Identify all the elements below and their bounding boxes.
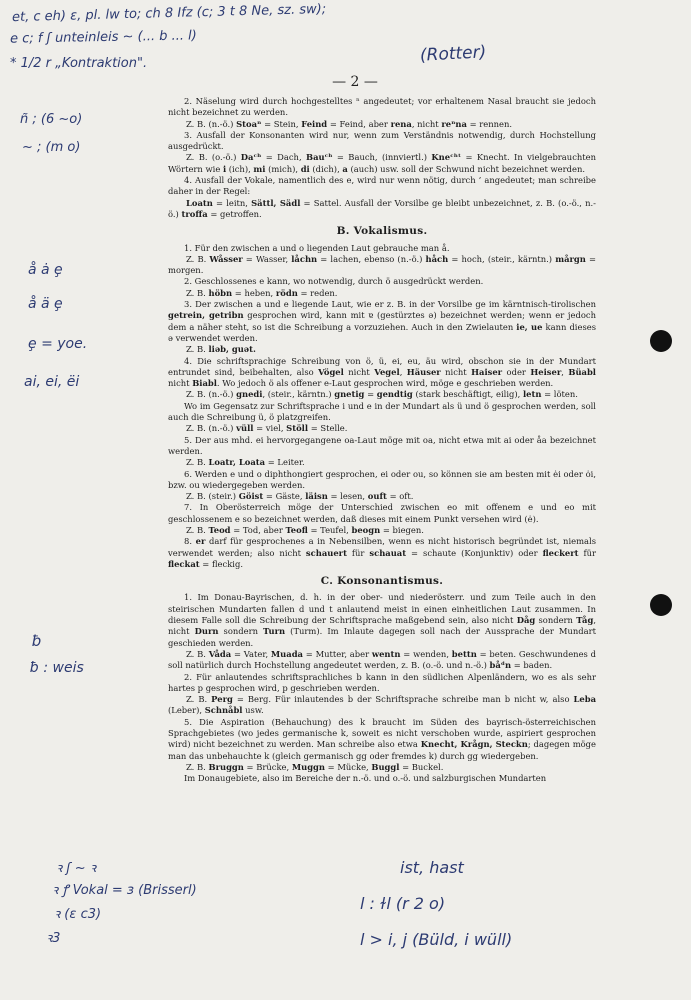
handwritten-margin-a2: å ä ȩ [28, 296, 63, 312]
handwritten-margin-weis: ƀ : weis [30, 660, 84, 676]
handwritten-margin-n2: ~ ; (m o) [22, 140, 81, 155]
handwritten-margin-a1: å ȧ ȩ [28, 262, 63, 278]
example-paragraph: Loatn = leitn, Sättl, Sädl = Sattel. Ausfall der Vorsilbe ge bleibt unbezeichnet, z. B. (o.-ö., n.-ö.) troffa = getroffen. [168, 197, 596, 219]
example-paragraph: Z. B. (n.-ö.) Stoaⁿ = Stein, Feind = Feind, aber rena, nicht reⁿna = rennen. [186, 118, 513, 129]
handwritten-bottom-left-3: ꝛ (ɛ c3) [54, 907, 102, 922]
rule-paragraph: 3. Ausfall der Konsonanten wird nur, wenn zum Verständnis notwendig, durch Hochstellung ausgedrückt. [168, 129, 596, 152]
handwritten-note-top-1: et, c eh) ε, pl. lw to; ch 8 Ifz (c; 3 t 8 Ne, sz. sw); [11, 1, 327, 26]
handwritten-bottom-left-1: ꝛ ʃ ~ ꝛ [56, 861, 96, 876]
handwritten-margin-n: ñ ; (6 ~o) [20, 112, 83, 127]
rule-paragraph: 2. Geschlossenes e kann, wo notwendig, durch ö ausgedrückt werden. [184, 276, 484, 287]
punch-hole-bottom [650, 594, 672, 616]
example-paragraph: Z. B. Teod = Tod, aber Teofl = Teufel, beogn = biegen. [186, 524, 424, 535]
handwritten-margin-b: ƀ [32, 632, 42, 650]
example-paragraph: Z. B. (steir.) Göist = Gäste, läisn = lesen, ouft = oft. [186, 491, 414, 502]
example-paragraph: Z. B. höbn = heben, rödn = reden. [186, 287, 338, 298]
rule-paragraph: 2. Näselung wird durch hochgestelltes ⁿ angedeutet; vor erhaltenem Nasal braucht sie jedoch nicht bezeichnet zu werden. [168, 96, 596, 118]
example-paragraph: Z. B. Wåsser = Wasser, låchn = lachen, ebenso (n.-ö.) håch = hoch, (steir., kärntn.) mårgn = morgen. [168, 253, 596, 276]
section-heading: B. Vokalismus. [336, 225, 428, 238]
handwritten-bottom-left-4: ꝛ3 [46, 931, 61, 946]
rule-paragraph: 1. Für den zwischen a und o liegenden Laut gebrauche man å. [184, 242, 450, 253]
handwritten-note-top-3: * 1/2 r „Kontraktion". [10, 56, 148, 71]
handwritten-note-top-2: e c; f ʃ unteinleis ~ (... b ... l) [9, 28, 197, 47]
rule-paragraph: 7. In Oberösterreich möge der Unterschied zwischen eo mit offenem e und eo mit geschlossenem e so bezeichnet werden, daß dieses mit einem Punkt versehen wird (ė). [168, 502, 596, 524]
handwritten-margin-e: ȩ = yoe. [28, 336, 88, 352]
example-paragraph: Z. B. Våda = Vater, Muada = Mutter, aber wentn = wenden, bettn = beten. Geschwundenes d soll natürlich durch Hochstellung angedeutet werden, z. B. (o.-ö. und n.-ö.) båᵈn = baden. [168, 648, 596, 671]
rule-paragraph: Wo im Gegensatz zur Schriftsprache i und e in der Mundart als ü und ö gesprochen werden, soll auch die Schreibung ü, ö platzgreifen. [168, 400, 596, 423]
example-paragraph: Z. B. (n.-ö.) gnedi, (steir., kärntn.) gnetig = gendtig (stark beschäftigt, eilig), letn = löten. [186, 389, 578, 400]
handwritten-bottom-right-1: ist, hast [400, 858, 464, 877]
handwritten-margin-ai: ai, ei, ëi [24, 374, 80, 390]
handwritten-bottom-left-2: ꝛ ꝭ Vokal = ɜ (Brisserl) [52, 883, 197, 898]
rule-paragraph: Im Donaugebiete, also im Bereiche der n.-ö. und o.-ö. und salzburgischen Mundarten [184, 773, 547, 784]
handwritten-bottom-right-2: l : ɫl (r 2 o) [360, 894, 446, 913]
printed-text-body [168, 96, 596, 785]
page-number: — 2 — [332, 74, 378, 90]
rule-paragraph: 4. Ausfall der Vokale, namentlich des e, wird nur wenn nötig, durch ’ angedeutet; man schreibe daher in der Regel: [168, 175, 596, 197]
rule-paragraph: 4. Die schriftsprachige Schreibung von ö, ü, ei, eu, äu wird, obschon sie in der Mundart entrundet sind, beibehalten, also Vögel nicht Vegel, Häuser nicht Haiser oder Heiser, Büabl nicht Biabl. Wo jedoch ö als offener e-Laut gesprochen wird, möge e geschrieben werden. [168, 355, 596, 389]
section-heading: C. Konsonantismus. [320, 575, 444, 588]
rule-paragraph: 2. Für anlautendes schriftsprachliches b kann in den südlichen Alpenländern, wo es als sehr hartes p gesprochen wird, p geschrieben werden. [168, 671, 596, 693]
punch-hole-top [650, 330, 672, 352]
example-paragraph: Z. B. Bruggn = Brücke, Muggn = Mücke, Buggl = Buckel. [186, 761, 444, 772]
rule-paragraph: 6. Werden e und o diphthongiert gesprochen, ei oder ou, so können sie am besten mit ėi oder ȯi, bzw. ou wiedergegeben werden. [168, 468, 596, 490]
example-paragraph: Z. B. Perg = Berg. Für inlautendes b der Schriftsprache schreibe man b nicht w, also Leba (Leber), Schnåbl usw. [168, 694, 596, 716]
rule-paragraph: 5. Die Aspiration (Behauchung) des k braucht im Süden des bayrisch-österreichischen Sprachgebietes (wo jedes germanische k, soweit es nicht verschoben wurde, aspiriert gesprochen wird) nicht bezeichnet zu werden. Man schreibe also etwa Knecht, Krågn, Steckn; dagegen möge man das unbehauchte k (gleich germanisch gg oder fremdes k) durch gg wiedergeben. [168, 716, 596, 761]
handwritten-bottom-right-3: l > i, j (Büld, i wüll) [360, 930, 513, 949]
example-paragraph: Z. B. (o.-ö.) Daᶜʰ = Dach, Bauᶜʰ = Bauch, (innviertl.) Kneᶜʰᵗ = Knecht. In vielgebrauchten Wörtern wie i (ich), mi (mich), di (dich), a (auch) usw. soll der Schwund nicht bezeichnet werden. [168, 152, 596, 174]
example-paragraph: Z. B. (n.-ö.) vüll = viel, Stöll = Stelle. [186, 423, 348, 434]
rule-paragraph: 8. er darf für gesprochenes a in Nebensilben, wenn es nicht historisch begründet ist, niemals verwendet werden; also nicht schauert für schauat = schaute (Konjunktiv) oder fleckert für fleckat = fleckig. [168, 536, 596, 569]
example-paragraph: Z. B. liəb, guət. [186, 344, 256, 355]
rule-paragraph: 5. Der aus mhd. ei hervorgegangene oa-Laut möge mit oa, nicht etwa mit ai oder åa bezeichnet werden. [168, 434, 596, 456]
rule-paragraph: 3. Der zwischen a und e liegende Laut, wie er z. B. in der Vorsilbe ge im kärntnisch-tirolischen getrein, getribn gesprochen wird, kann mit ɐ (gestürztes ə) bezeichnet werden; wenn er jedoch dem a näher steht, so ist die Schreibung a vorzuziehen. Auch in den Zwielauten ie, ue kann dieses ə verwendet werden. [168, 299, 596, 343]
example-paragraph: Z. B. Loatr, Loata = Leiter. [186, 457, 305, 468]
handwritten-note-rotter: (Rotter) [419, 42, 487, 66]
rule-paragraph: 1. Im Donau-Bayrischen, d. h. in der ober- und niederösterr. und zum Teile auch in den steirischen Mundarten fallen d und t anlautend meist in einen einheitlichen Laut zusammen. In diesem Falle soll die Schreibung der Schriftsprache maßgebend sein, also nicht Dåg sondern Tåg, nicht Durn sondern Turn (Turm). Im Inlaute dagegen soll nach der Aussprache der Mundart geschieden werden. [168, 592, 596, 648]
